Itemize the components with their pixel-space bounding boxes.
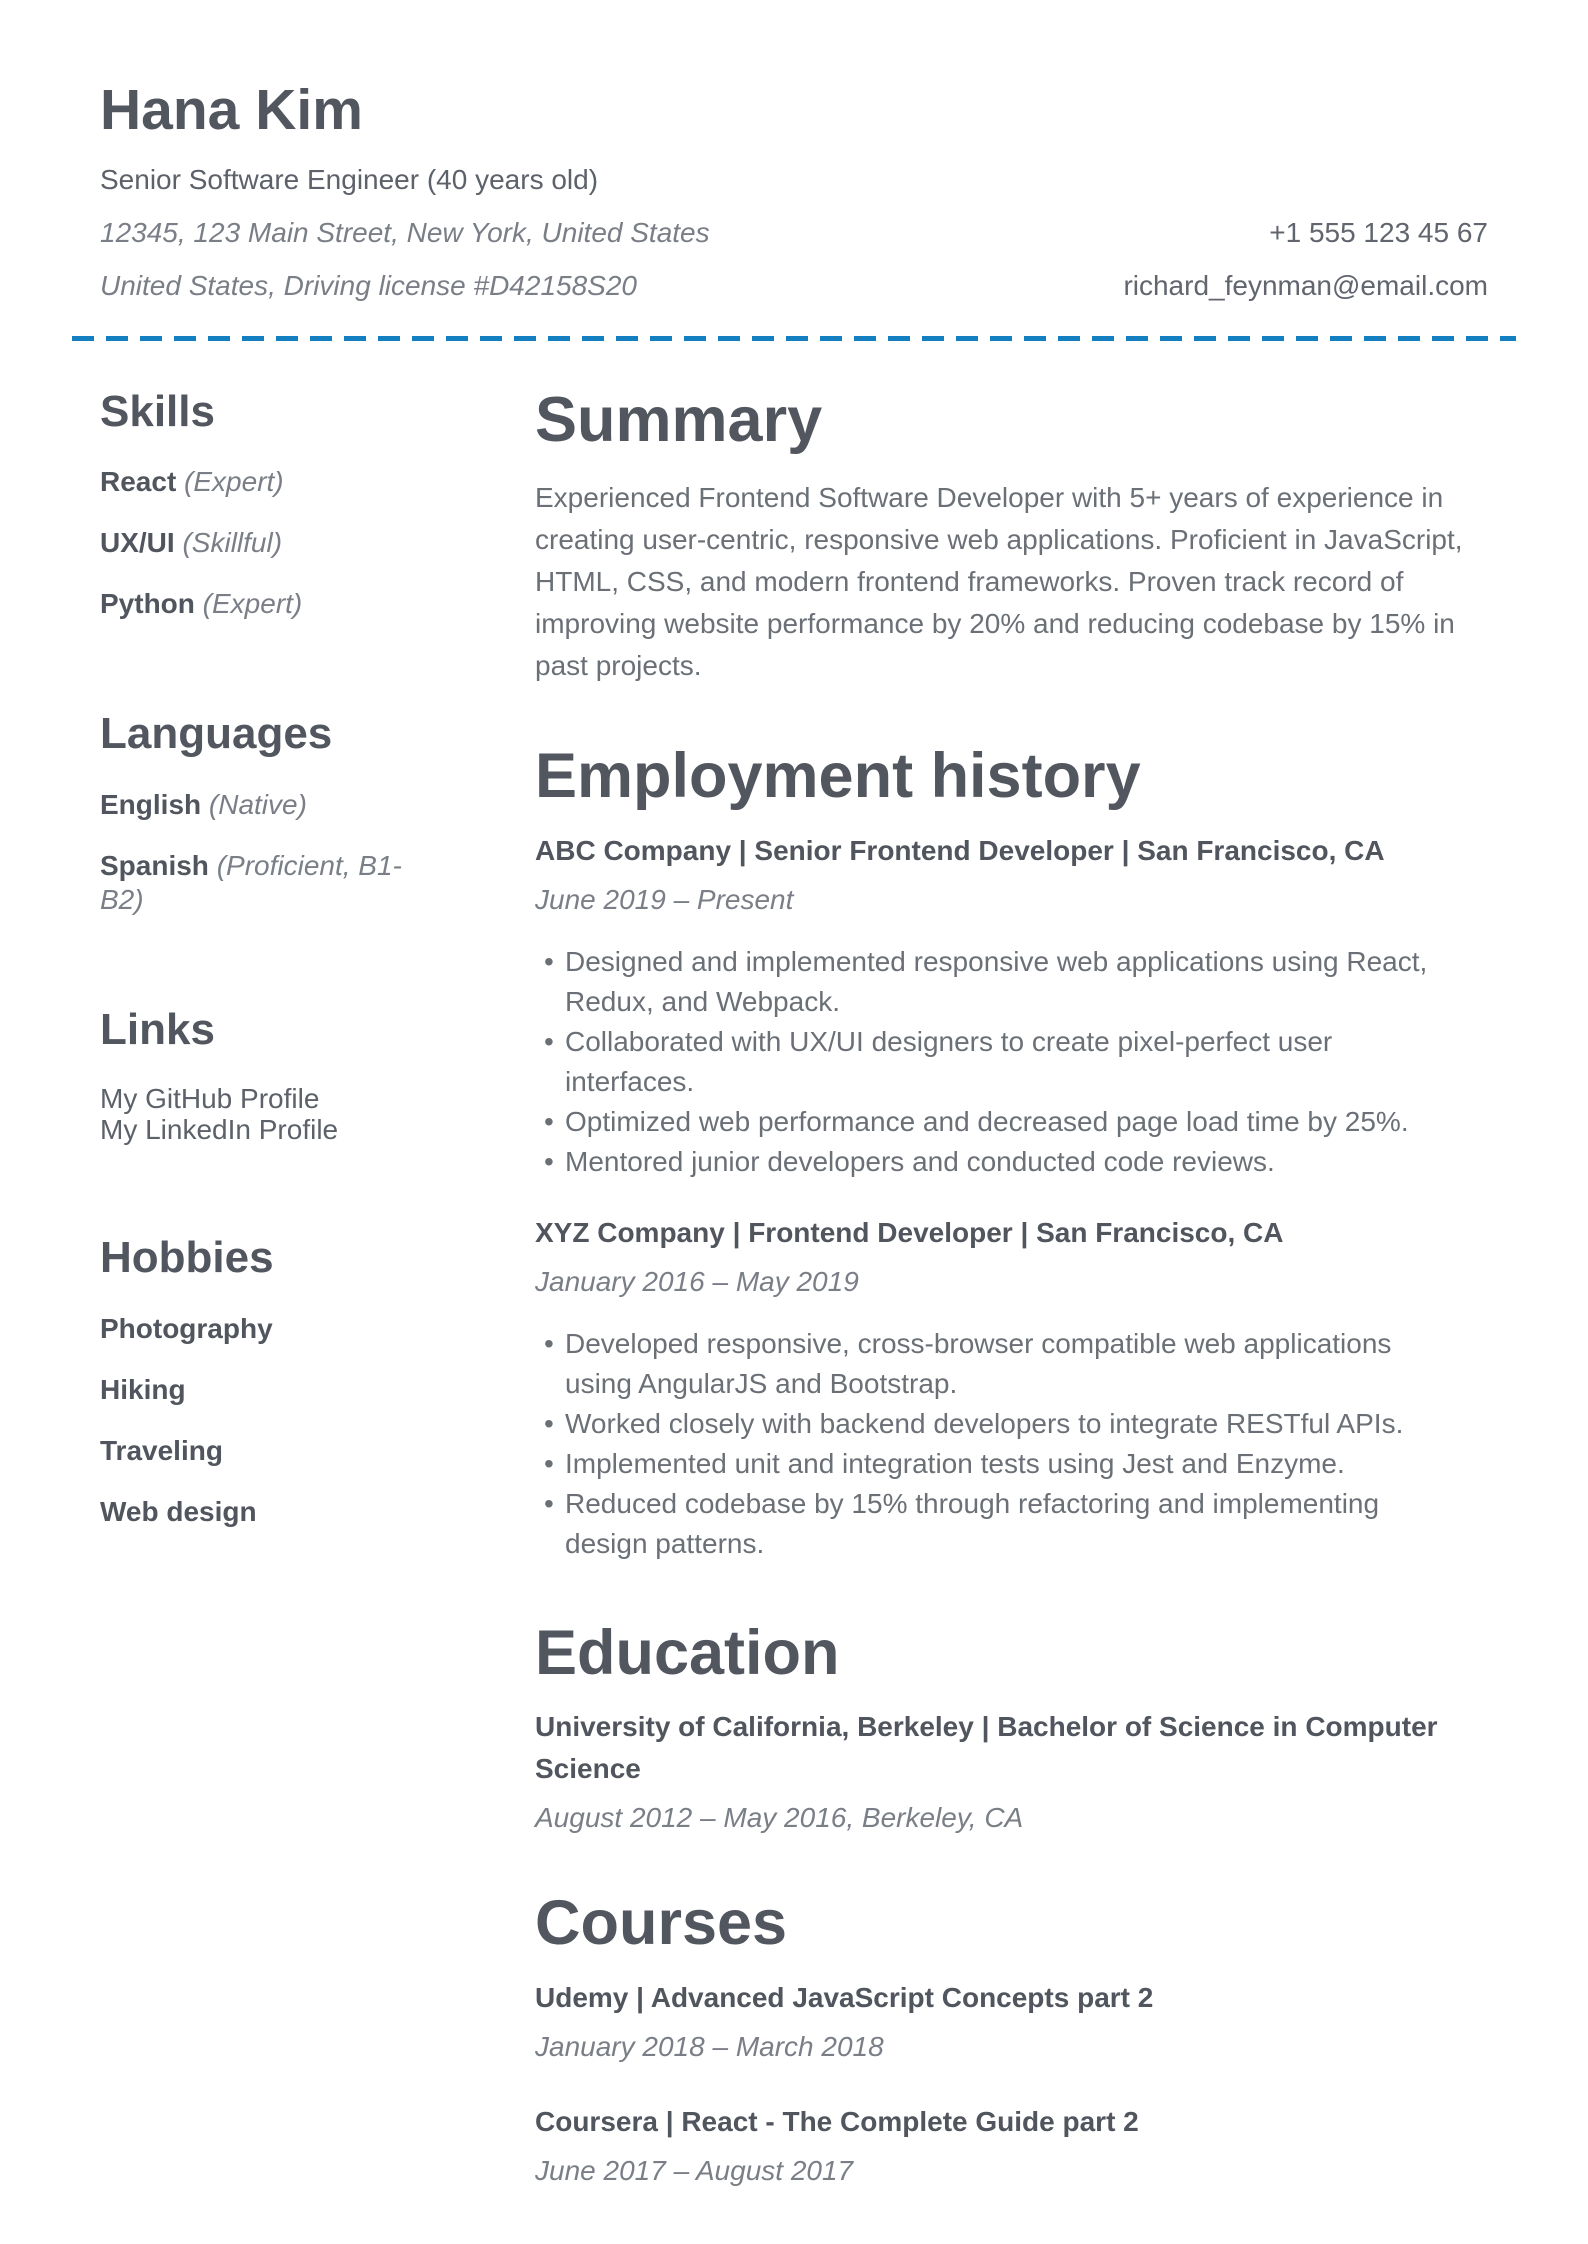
language-name: English bbox=[100, 788, 202, 820]
language-level: (Proficient, B1-B2) bbox=[100, 849, 402, 915]
languages-heading: Languages bbox=[100, 709, 333, 759]
contact-block bbox=[1123, 217, 1488, 302]
job-bullet: • Worked closely with backend developers to integrate RESTful APIs. bbox=[535, 1404, 1465, 1444]
links-list bbox=[100, 1083, 445, 1145]
education-title: University of California, Berkeley | Bachelor of Science in Computer Science bbox=[535, 1711, 1438, 1785]
job-bullet-list bbox=[535, 1324, 1465, 1564]
job-period: January 2016 – May 2019 bbox=[535, 1265, 859, 1297]
education-heading: Education bbox=[535, 1617, 840, 1688]
course-period: June 2017 – August 2017 bbox=[535, 2154, 854, 2186]
job-title: XYZ Company | Frontend Developer | San Francisco, CA bbox=[535, 1216, 1284, 1248]
education-entry bbox=[535, 1706, 1465, 1834]
header-left bbox=[100, 144, 710, 302]
course-entry bbox=[535, 1977, 1465, 2063]
job-bullet: • Mentored junior developers and conducted code reviews. bbox=[535, 1142, 1465, 1182]
hobby-item: Hiking bbox=[100, 1373, 186, 1405]
header-contact-row bbox=[100, 144, 1488, 302]
sidebar-column bbox=[100, 341, 445, 2187]
link-linkedin-profile[interactable]: My LinkedIn Profile bbox=[100, 1114, 339, 1146]
skill-level: (Expert) bbox=[184, 466, 284, 498]
skill-level: (Skillful) bbox=[182, 527, 283, 559]
employment-heading: Employment history bbox=[535, 741, 1141, 812]
job-bullet: • Developed responsive, cross-browser compatible web applications using AngularJS and Bootstrap. bbox=[535, 1324, 1465, 1404]
address-line-2: United States, Driving license #D42158S20 bbox=[100, 269, 637, 301]
person-job-title: Senior Software Engineer (40 years old) bbox=[100, 163, 599, 195]
course-title: Udemy | Advanced JavaScript Concepts part 2 bbox=[535, 1981, 1154, 2013]
skills-list bbox=[100, 465, 445, 621]
skills-heading: Skills bbox=[100, 386, 215, 436]
skill-item bbox=[100, 587, 445, 621]
links-heading: Links bbox=[100, 1004, 215, 1054]
skill-level: (Expert) bbox=[202, 588, 303, 620]
job-period: June 2019 – Present bbox=[535, 883, 794, 915]
address-line-1: 12345, 123 Main Street, New York, United States bbox=[100, 216, 710, 248]
job-entry bbox=[535, 830, 1465, 1182]
skill-name: Python bbox=[100, 588, 195, 620]
summary-heading: Summary bbox=[535, 384, 823, 455]
job-entry bbox=[535, 1212, 1465, 1564]
job-bullet: • Reduced codebase by 15% through refactoring and implementing design patterns. bbox=[535, 1484, 1465, 1564]
summary-text: Experienced Frontend Software Developer with 5+ years of experience in creating user-centric, responsive web applications. Proficient in JavaScript, HTML, CSS, and modern frontend frameworks. Proven track record of improving website performance by 20% and reducing codebase by 15% in past projects. bbox=[535, 482, 1463, 682]
course-title: Coursera | React - The Complete Guide part 2 bbox=[535, 2105, 1139, 2137]
phone-number: +1 555 123 45 67 bbox=[1269, 216, 1488, 248]
hobby-item: Traveling bbox=[100, 1434, 223, 1466]
skill-item bbox=[100, 526, 445, 560]
language-level: (Native) bbox=[208, 788, 307, 820]
courses-heading: Courses bbox=[535, 1888, 788, 1959]
email-address: richard_feynman@email.com bbox=[1123, 269, 1488, 301]
link-github-profile[interactable]: My GitHub Profile bbox=[100, 1083, 320, 1115]
main-column bbox=[535, 341, 1465, 2187]
skill-name: UX/UI bbox=[100, 527, 175, 559]
hobby-item: Web design bbox=[100, 1495, 257, 1527]
course-entry bbox=[535, 2101, 1465, 2187]
language-item bbox=[100, 788, 445, 822]
job-title: ABC Company | Senior Frontend Developer | San Francisco, CA bbox=[535, 834, 1385, 866]
languages-list bbox=[100, 788, 445, 917]
content-columns bbox=[100, 341, 1488, 2187]
person-name: Hana Kim bbox=[100, 78, 363, 142]
language-name: Spanish bbox=[100, 849, 209, 881]
education-period: August 2012 – May 2016, Berkeley, CA bbox=[535, 1802, 1024, 1834]
hobby-item: Photography bbox=[100, 1312, 273, 1344]
hobbies-heading: Hobbies bbox=[100, 1233, 274, 1283]
hobbies-list bbox=[100, 1312, 445, 1529]
job-bullet: • Collaborated with UX/UI designers to create pixel-perfect user interfaces. bbox=[535, 1022, 1465, 1102]
language-item bbox=[100, 849, 445, 917]
job-bullet: • Optimized web performance and decreased page load time by 25%. bbox=[535, 1102, 1465, 1142]
job-bullet: • Implemented unit and integration tests using Jest and Enzyme. bbox=[535, 1444, 1465, 1484]
resume-header bbox=[100, 78, 1488, 302]
job-bullet: • Designed and implemented responsive web applications using React, Redux, and Webpack. bbox=[535, 942, 1465, 1022]
job-bullet-list bbox=[535, 942, 1465, 1182]
course-period: January 2018 – March 2018 bbox=[535, 2030, 884, 2062]
skill-item bbox=[100, 465, 445, 499]
skill-name: React bbox=[100, 466, 177, 498]
